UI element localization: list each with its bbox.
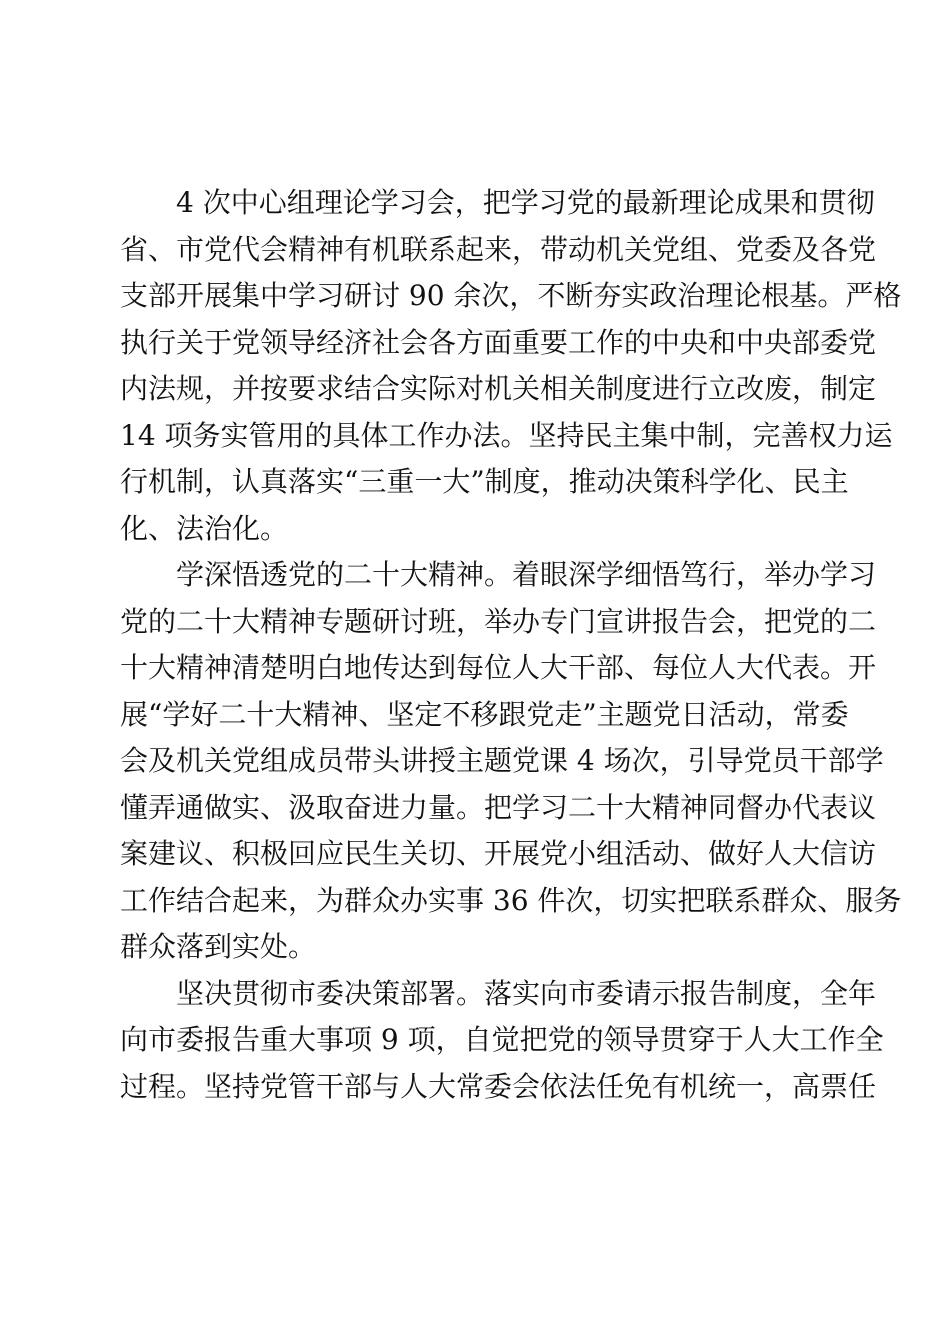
paragraph-2-line-6: 懂弄通做实、汲取奋进力量。把学习二十大精神同督办代表议 xyxy=(120,790,877,824)
paragraph-1-line-8: 化、法治化。 xyxy=(120,511,289,545)
paragraph-2-line-4: 展“学好二十大精神、坚定不移跟党走”主题党日活动，常委 xyxy=(120,697,849,731)
paragraph-1-line-4: 执行关于党领导经济社会各方面重要工作的中央和中央部委党 xyxy=(120,325,877,359)
paragraph-2-line-8: 工作结合起来，为群众办实事 36 件次，切实把联系群众、服务 xyxy=(120,883,902,917)
paragraph-3-line-2: 向市委报告重大事项 9 项，自觉把党的领导贯穿于人大工作全 xyxy=(120,1023,884,1056)
paragraph-1-line-1: 4 次中心组理论学习会，把学习党的最新理论成果和贯彻 xyxy=(176,186,875,219)
paragraph-1-line-6: 14 项务实管用的具体工作办法。坚持民主集中制，完善权力运 xyxy=(120,418,893,452)
paragraph-2-line-3: 十大精神清楚明白地传达到每位人大干部、每位人大代表。开 xyxy=(120,651,877,684)
paragraph-3-line-3: 过程。坚持党管干部与人大常委会依法任免有机统一，高票任 xyxy=(120,1069,877,1103)
body-text xyxy=(120,180,902,1110)
paragraph-1-line-7: 行机制，认真落实“三重一大”制度，推动决策科学化、民主 xyxy=(120,465,849,498)
paragraph-2-line-7: 案建议、积极回应民生关切、开展党小组活动、做好人大信访 xyxy=(120,837,877,870)
paragraph-1-line-5: 内法规，并按要求结合实际对机关相关制度进行立改废，制定 xyxy=(120,372,877,405)
paragraph-2-line-9: 群众落到实处。 xyxy=(120,930,317,963)
paragraph-1-line-3: 支部开展集中学习研讨 90 余次，不断夯实政治理论根基。严格 xyxy=(120,279,902,312)
paragraph-2-line-1: 学深悟透党的二十大精神。着眼深学细悟笃行，举办学习 xyxy=(176,558,877,591)
paragraph-2-line-5: 会及机关党组成员带头讲授主题党课 4 场次，引导党员干部学 xyxy=(120,744,884,777)
paragraph-2-line-2: 党的二十大精神专题研讨班，举办专门宣讲报告会，把党的二 xyxy=(120,604,877,638)
paragraph-3-line-1: 坚决贯彻市委决策部署。落实向市委请示报告制度，全年 xyxy=(176,976,877,1010)
paragraph-1-line-2: 省、市党代会精神有机联系起来，带动机关党组、党委及各党 xyxy=(120,232,877,266)
